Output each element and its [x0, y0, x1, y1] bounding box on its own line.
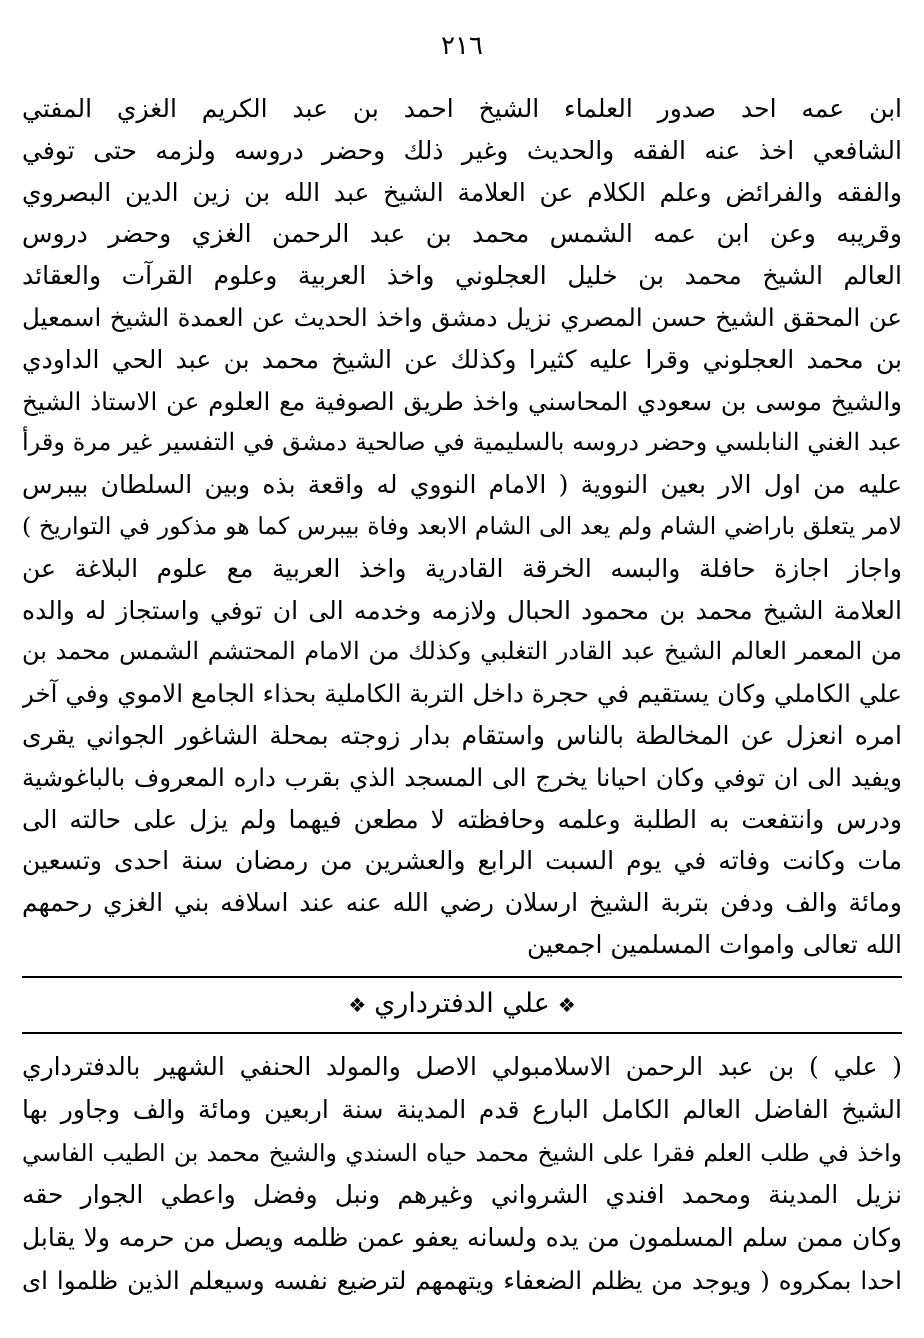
text-line: وقريبه وعن ابن عمه الشمس محمد بن عبد الرحمن الغزي وحضر دروس: [22, 219, 902, 249]
text-line: لامر يتعلق باراضي الشام ولم يعد الى الشام الابعد وفاة بيبرس كما هو مذكور في التواريخ ): [22, 511, 902, 540]
text-line: ابن عمه احد صدور العلماء الشيخ احمد بن عبد الكريم الغزي المفتي: [22, 94, 902, 123]
text-line: احدا بمكروه ( ويوجد من يظلم الضعفاء ويتهمهم لترضيع نفسه وسيعلم الذين ظلموا اى: [22, 1265, 902, 1295]
text-line: نزيل المدينة ومحمد افندي الشرواني وغيرهم ونبل وفضل واعطي الجوار حقه: [22, 1180, 902, 1210]
text-line: العالم الشيخ محمد بن خليل العجلوني واخذ العربية وعلوم القرآت والعقائد: [22, 261, 902, 291]
text-line: ومائة والف ودفن بتربة الشيخ ارسلان رضي الله عنه عند اسلافه بني الغزي رحمهم: [22, 888, 902, 918]
heading-rule-top: [22, 976, 902, 978]
page-number: ٢١٦: [441, 31, 483, 61]
text-line: من المعمر العالم الشيخ عبد القادر التغلبي وكذلك من الامام المحتشم الشمس محمد بن: [22, 637, 902, 666]
text-line: الشافعي اخذ عنه الفقه والحديث وغير ذلك وحضر دروسه ولزمه حتى توفي: [22, 135, 902, 165]
text-line: وكان ممن سلم المسلمون من يده ولسانه يعفو عمن ظلمه ويصل من حرمه ولا يقابل: [22, 1223, 902, 1253]
text-line: الشيخ الفاضل العالم الكامل البارع قدم المدينة سنة اربعين ومائة والف وجاور بها: [22, 1094, 902, 1124]
text-line: والشيخ موسى بن سعودي المحاسني واخذ طريق الصوفية مع العلوم عن الاستاذ الشيخ: [22, 386, 902, 416]
heading-rule-bottom: [22, 1032, 902, 1034]
text-line: علي الكاملي وكان يستقيم في حجرة داخل التربة الكاملية بحذاء الجامع الاموي وفي آخر: [22, 679, 902, 709]
text-line: ويفيد الى ان توفي وكان احيانا يخرج الى المسجد الذي بقرب داره المعروف بالباغوشية: [22, 762, 902, 792]
text-line: واخذ في طلب العلم فقرا على الشيخ محمد حياه السندي والشيخ محمد بن الطيب الفاسي: [22, 1138, 902, 1167]
text-line: بن محمد العجلوني وقرا عليه كثيرا وكذلك عن الشيخ محمد بن عبد الحي الداودي: [22, 344, 902, 374]
ornament-right-icon: ❖: [557, 993, 576, 1017]
section-heading: [0, 980, 924, 1029]
text-line: عبد الغني النابلسي وحضر دروسه بالسليمية في صالحية دمشق في التفسير غير مرة وقرأ: [22, 428, 902, 457]
text-line: والفقه والفرائض وعلم الكلام عن العلامة الشيخ عبد الله بن زين الدين البصروي: [22, 177, 902, 207]
text-line: ودرس وانتفعت به الطلبة وعلمه وحافظته لا مطعن فيهما ولم يزل على حالته الى: [22, 804, 902, 834]
biography-continuation-text: [22, 88, 902, 966]
text-line: ( علي ) بن عبد الرحمن الاسلامبولي الاصل والمولد الحنفي الشهير بالدفترداري: [22, 1052, 902, 1081]
text-line: عليه من اول الار بعين النووية ( الامام النووي له واقعة بذه وبين السلطان بيبرس: [22, 470, 902, 500]
text-line: مات وكانت وفاته في يوم السبت الرابع والعشرين من رمضان سنة احدى وتسعين: [22, 846, 902, 876]
text-line: واجاز اجازة حافلة والبسه الخرقة القادرية واخذ العربية مع علوم البلاغة عن: [22, 553, 902, 583]
text-line: العلامة الشيخ محمد بن محمود الحبال ولازمه وخدمه الى ان توفي واستجاز له والده: [22, 595, 902, 625]
ornament-left-icon: ❖: [348, 993, 367, 1017]
entry-text: [22, 1046, 902, 1303]
text-line: الله تعالى واموات المسلمين اجمعين: [526, 929, 902, 959]
text-line: عن المحقق الشيخ حسن المصري نزيل دمشق واخذ الحديث عن العمدة الشيخ اسمعيل: [22, 302, 902, 332]
section-heading-title: علي الدفترداري: [374, 988, 550, 1019]
text-line: امره انعزل عن المخالطة بالناس واستقام بدار زوجته بمحلة الشاغور الجواني يقرى: [22, 720, 902, 750]
